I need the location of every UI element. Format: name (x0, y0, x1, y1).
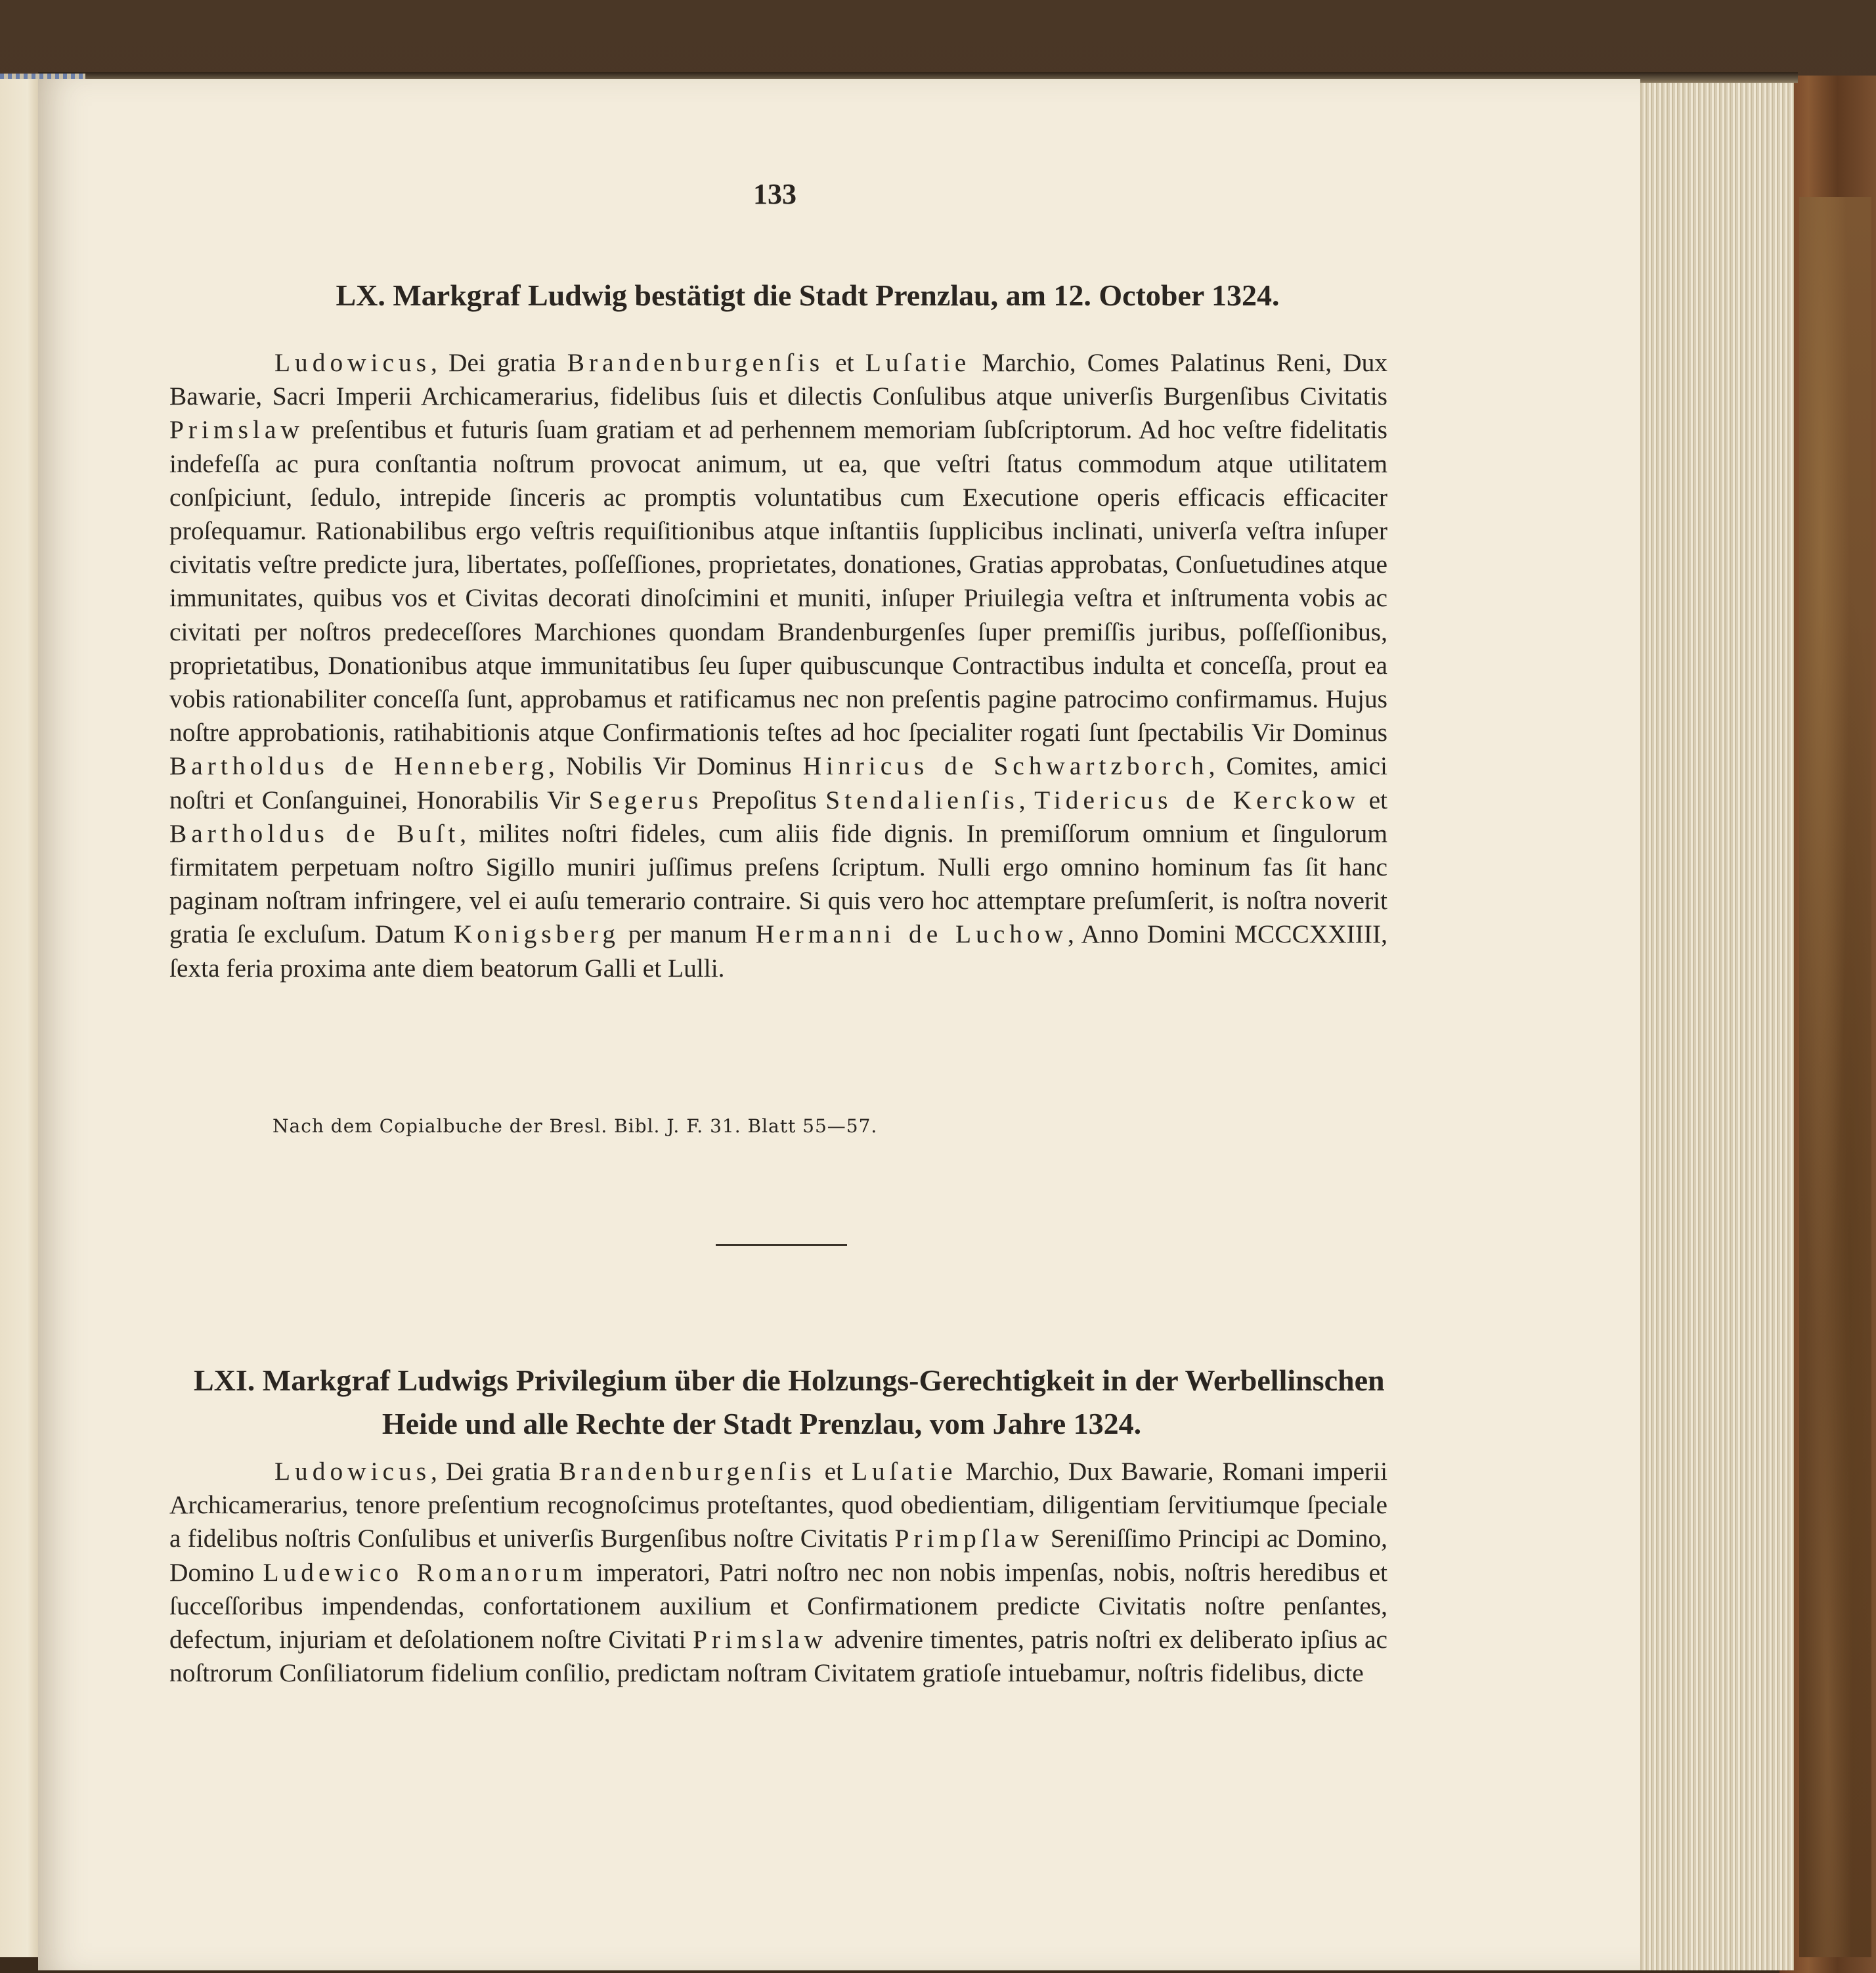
name-ludowicus: Ludowicus (274, 1457, 431, 1486)
body-segment: preſentibus et futuris ſuam gratiam et ad perhennem memoriam ſubſcriptorum. Ad hoc veſtre fidelitatis indefeſſa ac pura conſtantia noſtrum provocat animum, ut ea, que veſtri ſtatus commodum atque utilitatem conſpiciunt, ſedulo, intrepide ſinceris ac promptis voluntatibus cum Executione operis efficacis efficaciter proſequamur. Rationabilibus ergo veſtris requiſitionibus atque inſtantiis ſupplicibus inclinati, univerſa veſtra inſuper civitatis veſtre predicte jura, libertates, poſſeſſiones, proprietates, donationes, Gratias approbatas, Conſuetudines atque immunitates, quibus vos et Civitas decorati dinoſcimini et muniti, inſuper Priuilegia veſtra et inſtrumenta vobis ac civitati per noſtros predeceſſores Marchiones quondam Brandenburgenſes ſuper premiſſis juribus, poſſeſſionibus, proprietatibus, Donationibus atque immunitatibus ſeu ſuper quibuscunque Contractibus indulta et conceſſa, prout ea vobis rationabiliter conceſſa ſunt, approbamus et ratificamus nec non preſentis pagine patrocimo confirmamus. Hujus noſtre approbationis, ratihabitionis atque Confirmationis teſtes ad hoc ſpecialiter rogati ſunt ſpectabilis Vir Dominus (169, 415, 1387, 747)
body-segment: Prepoſitus (703, 785, 826, 814)
name-ludewico-romanorum: Ludewico Romanorum (263, 1557, 588, 1587)
body-segment: imperatori, Patri noſtro nec non nobis impenſas, nobis, noſtris heredibus et ſucceſſoribus impendendas, confortationem auxilium et Confirmationem predicte Civitatis noſtre penſantes, defectum, injuriam et deſolationem noſtre Civitati (169, 1557, 1387, 1654)
name-hermanni-de-luchow: Hermanni de Luchow (755, 920, 1068, 949)
body-segment: , milites noſtri fideles, cum aliis fide dignis. In premiſſorum omnium et ſingulorum firmitatem perpetuam noſtro Sigillo muniri juſſimus preſens ſcriptum. Nulli ergo omnino hominum fas ſit hanc paginam noſtram infringere, vel ei auſu temerario contraire. Si quis vero hoc attemptare preſumſerit, is noſtra noverit gratia ſe excluſum. Datum (169, 818, 1387, 949)
name-stendaliensis: Stendalienſis (825, 785, 1019, 814)
body-segment: advenire timentes, patris noſtri ex deliberato ipſius ac noſtrorum Conſiliatorum fidelium conſilio, predictam noſtram Civitatem gratioſe intuebamur, noſtris fidelibus, dicte (169, 1625, 1387, 1688)
page-stack-edge (1635, 79, 1794, 1970)
document-2-body (169, 1455, 1387, 1690)
name-primpslaw: Primpſlaw (894, 1524, 1044, 1553)
left-page-fragment (0, 79, 41, 1957)
body-segment: , Nobilis Vir Dominus (548, 751, 803, 781)
document-2-heading-line-1: LXI. Markgraf Ludwigs Privilegium über die Holzungs-Gerechtigkeit in der Werbellinschen (194, 1363, 1385, 1397)
name-ludowicus: Ludowicus (274, 348, 431, 377)
place-konigsberg: Konigsberg (453, 920, 620, 949)
name-lusatie: Luſatie (865, 348, 971, 377)
name-lusatie: Luſatie (851, 1457, 957, 1486)
marbled-cover-edge (1799, 197, 1871, 1957)
body-segment: , Dei gratia (431, 348, 567, 377)
body-segment: et (1360, 785, 1387, 814)
section-divider (716, 1244, 847, 1246)
name-tidericus-de-kerckow: Tidericus de Kerckow (1034, 785, 1361, 814)
body-segment: et (824, 348, 865, 377)
body-segment: et (816, 1457, 852, 1486)
body-segment: , Comites, amici noſtri et Conſanguinei, Honorabilis Vir (169, 751, 1387, 814)
body-segment: Marchio, Dux Bawarie, Romani imperii Archicamerarius, tenore preſentium recognoſcimus proteſtantes, quod obedientiam, diligentiam ſervitiumque ſpeciale a fidelibus noſtris Conſulibus et univerſis Burgenſibus noſtre Civitatis (169, 1457, 1388, 1553)
name-primslaw: Primslaw (693, 1625, 827, 1654)
name-segerus: Segerus (588, 785, 703, 814)
source-note: Nach dem Copialbuche der Bresl. Bibl. J. F. 31. Blatt 55—57. (273, 1115, 878, 1137)
body-segment: Palatinus (1170, 348, 1265, 377)
body-segment: per manum (619, 920, 756, 949)
body-segment: Reni, Dux Bawarie, Sacri Imperii Archicamerarius, fidelibus ſuis et dilectis Conſulibus atque univerſis Burgenſibus Civitatis (169, 348, 1387, 411)
document-1-heading: LX. Markgraf Ludwig bestätigt die Stadt Prenzlau, am 12. October 1324. (336, 278, 1280, 312)
body-segment: Sereniſſimo Principi ac Domino, Domino (169, 1524, 1387, 1587)
name-hinricus-de-schwartzborch: Hinricus de Schwartzborch (802, 751, 1209, 781)
page-number: 133 (753, 178, 796, 210)
body-segment: , (1018, 785, 1035, 814)
document-1-body (169, 346, 1387, 985)
document-2-heading-line-2: Heide und alle Rechte der Stadt Prenzlau, vom Jahre 1324. (382, 1407, 1142, 1440)
body-segment: Marchio, Comes (971, 348, 1171, 377)
body-segment: , Dei gratia (431, 1457, 559, 1486)
name-primslaw: Primslaw (169, 415, 304, 445)
name-brandenburgensis: Brandenburgenſis (559, 1457, 816, 1486)
name-bartholdus-de-henneberg: Bartholdus de Henneberg (169, 751, 549, 781)
name-bartholdus-de-bust: Bartholdus de Buſt (169, 818, 460, 848)
name-brandenburgensis: Brandenburgenſis (567, 348, 825, 377)
body-segment: , Anno Domini MCCCXXIIII, ſexta feria proxima ante diem beatorum Galli et Lulli. (169, 920, 1388, 983)
